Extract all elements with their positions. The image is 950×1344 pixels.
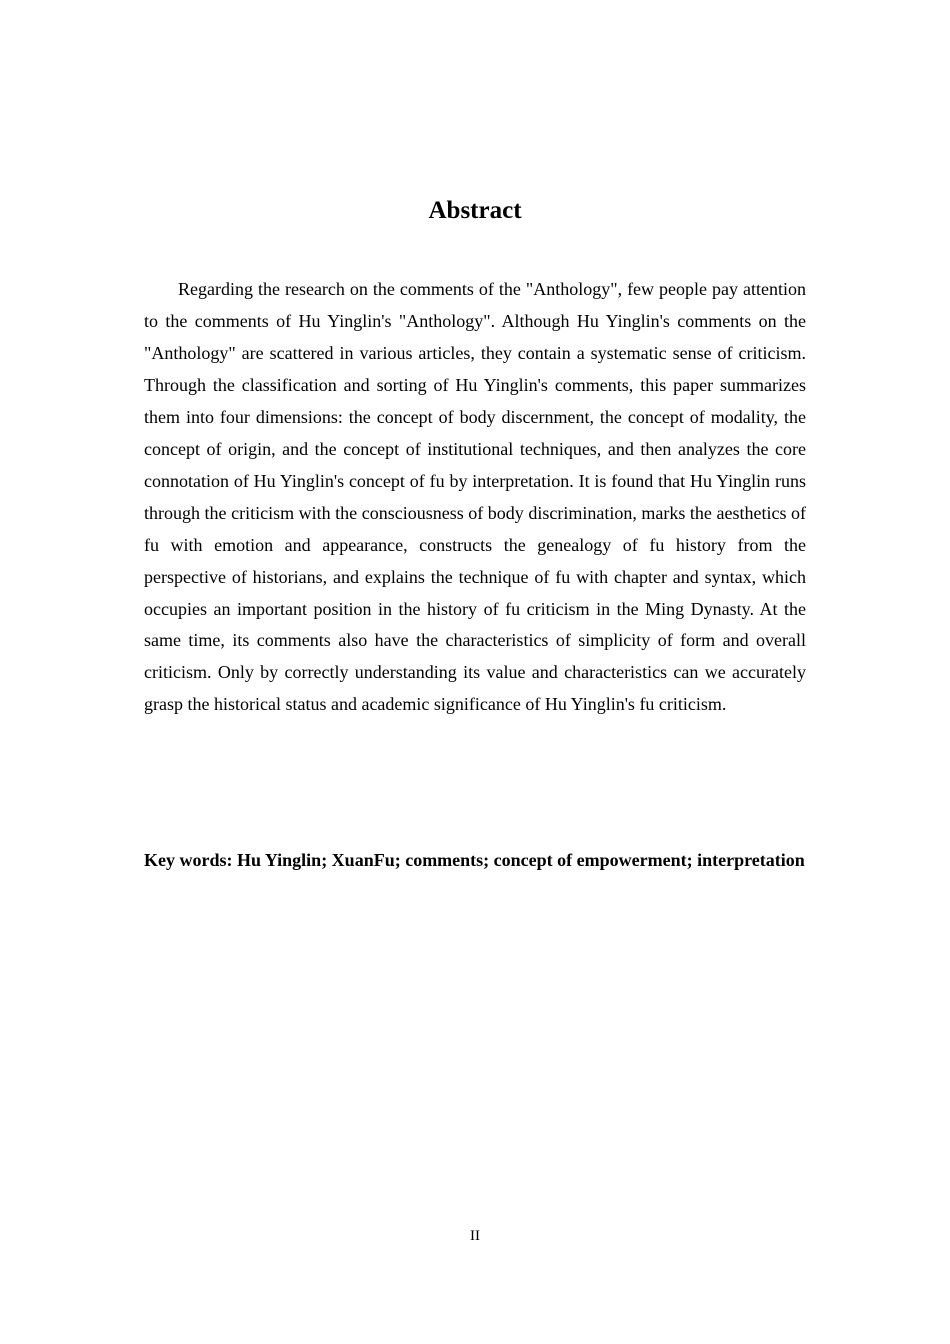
page-number: II [470,1228,480,1244]
keywords: Key words: Hu Yinglin; XuanFu; comments; concept of empowerment; interpretation [144,850,805,870]
abstract-body: Regarding the research on the comments of the "Anthology", few people pay attention to the comments of Hu Yinglin's "Anthology". Although Hu Yinglin's comments on the "Anthology" are scattered in various articles, they contain a systematic sense of criticism. Through the classification and sorting of Hu Yinglin's comments, this paper summarizes them into four dimensions: the concept of body discernment, the concept of modality, the concept of origin, and the concept of institutional techniques, and then analyzes the core connotation of Hu Yinglin's concept of fu by interpretation. It is found that Hu Yinglin runs through the criticism with the consciousness of body discrimination, marks the aesthetics of fu with emotion and appearance, constructs the genealogy of fu history from the perspective of historians, and explains the technique of fu with chapter and syntax, which occupies an important position in the history of fu criticism in the Ming Dynasty. At the same time, its comments also have the characteristics of simplicity of form and overall criticism. Only by correctly understanding its value and characteristics can we accurately grasp the historical status and academic significance of Hu Yinglin's fu criticism. [144,279,806,715]
abstract-title: Abstract [428,197,522,224]
